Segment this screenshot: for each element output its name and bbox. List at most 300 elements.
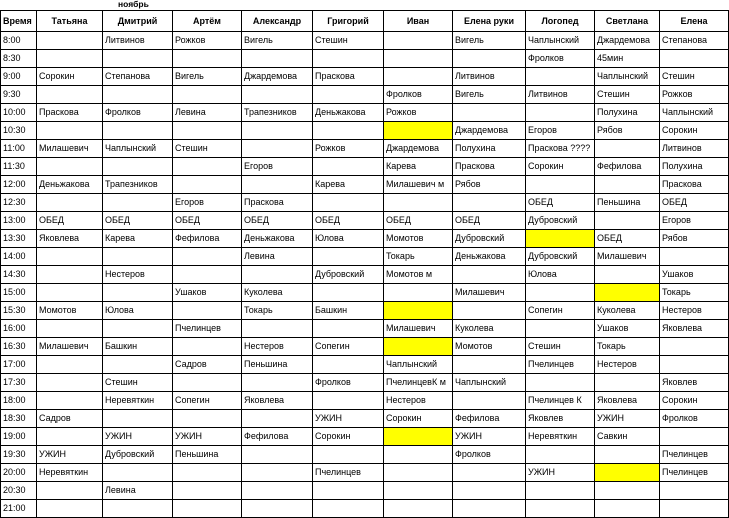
schedule-cell[interactable]: Токарь	[660, 284, 729, 302]
highlighted-cell[interactable]	[384, 428, 453, 446]
schedule-cell[interactable]	[526, 482, 595, 500]
meal-cell[interactable]: ОБЕД	[37, 212, 103, 230]
highlighted-cell[interactable]	[384, 122, 453, 140]
schedule-cell[interactable]	[173, 86, 242, 104]
schedule-cell[interactable]: Сопегин	[173, 392, 242, 410]
meal-cell[interactable]: ОБЕД	[660, 194, 729, 212]
schedule-cell[interactable]	[242, 50, 313, 68]
schedule-cell[interactable]	[313, 122, 384, 140]
meal-cell[interactable]: УЖИН	[103, 428, 173, 446]
schedule-cell[interactable]	[660, 428, 729, 446]
schedule-cell[interactable]: Левина	[103, 482, 173, 500]
schedule-cell[interactable]	[242, 410, 313, 428]
schedule-cell[interactable]: Яковлева	[37, 230, 103, 248]
schedule-cell[interactable]	[173, 266, 242, 284]
schedule-cell[interactable]	[173, 248, 242, 266]
header-specialist[interactable]: Дмитрий	[103, 11, 173, 32]
schedule-cell[interactable]: Пчелинцев К	[526, 392, 595, 410]
schedule-cell[interactable]	[660, 50, 729, 68]
schedule-cell[interactable]: Сорокин	[313, 428, 384, 446]
schedule-cell[interactable]: Вигель	[453, 32, 526, 50]
schedule-cell[interactable]	[526, 500, 595, 518]
schedule-cell[interactable]	[595, 446, 660, 464]
schedule-cell[interactable]	[37, 284, 103, 302]
time-cell[interactable]: 14:30	[1, 266, 37, 284]
schedule-cell[interactable]	[313, 158, 384, 176]
time-cell[interactable]: 21:00	[1, 500, 37, 518]
schedule-cell[interactable]: Стешин	[595, 86, 660, 104]
schedule-cell[interactable]: Дубровский	[103, 446, 173, 464]
schedule-cell[interactable]: Пчелинцев	[313, 464, 384, 482]
schedule-cell[interactable]: Карева	[384, 158, 453, 176]
schedule-cell[interactable]: Милашевич	[37, 140, 103, 158]
highlighted-cell[interactable]	[595, 284, 660, 302]
time-cell[interactable]: 19:30	[1, 446, 37, 464]
schedule-cell[interactable]	[660, 356, 729, 374]
time-cell[interactable]: 18:00	[1, 392, 37, 410]
schedule-cell[interactable]: Литвинов	[103, 32, 173, 50]
schedule-cell[interactable]: Чаплынский	[526, 32, 595, 50]
schedule-cell[interactable]: Чаплынский	[595, 68, 660, 86]
schedule-cell[interactable]: Стешин	[173, 140, 242, 158]
schedule-cell[interactable]	[660, 482, 729, 500]
schedule-cell[interactable]	[37, 428, 103, 446]
schedule-cell[interactable]: Чаплынский	[453, 374, 526, 392]
schedule-cell[interactable]: Трапезников	[242, 104, 313, 122]
schedule-cell[interactable]: Праскова	[242, 194, 313, 212]
schedule-cell[interactable]: Милашевич	[37, 338, 103, 356]
schedule-cell[interactable]: Карева	[103, 230, 173, 248]
schedule-cell[interactable]	[242, 176, 313, 194]
schedule-cell[interactable]: ПчелинцевК м	[384, 374, 453, 392]
schedule-cell[interactable]: Джардемова	[242, 68, 313, 86]
schedule-cell[interactable]	[37, 356, 103, 374]
schedule-cell[interactable]: Стешин	[313, 32, 384, 50]
schedule-cell[interactable]	[173, 464, 242, 482]
meal-cell[interactable]: ОБЕД	[242, 212, 313, 230]
schedule-cell[interactable]	[595, 482, 660, 500]
schedule-cell[interactable]: Момотов м	[384, 266, 453, 284]
schedule-cell[interactable]	[242, 86, 313, 104]
schedule-cell[interactable]: Фролков	[453, 446, 526, 464]
time-cell[interactable]: 8:00	[1, 32, 37, 50]
schedule-cell[interactable]: Пеньшина	[595, 194, 660, 212]
highlighted-cell[interactable]	[384, 302, 453, 320]
schedule-cell[interactable]	[453, 356, 526, 374]
schedule-cell[interactable]: Садров	[37, 410, 103, 428]
time-cell[interactable]: 16:00	[1, 320, 37, 338]
schedule-cell[interactable]: Степанова	[103, 68, 173, 86]
schedule-cell[interactable]	[384, 50, 453, 68]
schedule-cell[interactable]	[37, 500, 103, 518]
schedule-cell[interactable]	[313, 86, 384, 104]
header-specialist[interactable]: Григорий	[313, 11, 384, 32]
schedule-cell[interactable]	[37, 122, 103, 140]
schedule-cell[interactable]: Литвинов	[453, 68, 526, 86]
header-specialist[interactable]: Елена руки	[453, 11, 526, 32]
schedule-cell[interactable]	[37, 374, 103, 392]
schedule-cell[interactable]: Ушаков	[173, 284, 242, 302]
schedule-cell[interactable]: Стешин	[526, 338, 595, 356]
schedule-cell[interactable]	[660, 500, 729, 518]
schedule-cell[interactable]: Фролков	[526, 50, 595, 68]
schedule-cell[interactable]: Деньжакова	[453, 248, 526, 266]
meal-cell[interactable]: УЖИН	[313, 410, 384, 428]
schedule-cell[interactable]: Нестеров	[595, 356, 660, 374]
schedule-cell[interactable]: Фефилова	[242, 428, 313, 446]
schedule-cell[interactable]	[173, 410, 242, 428]
meal-cell[interactable]: УЖИН	[595, 410, 660, 428]
schedule-cell[interactable]: Праскова	[453, 158, 526, 176]
schedule-cell[interactable]: Савкин	[595, 428, 660, 446]
schedule-cell[interactable]	[242, 374, 313, 392]
schedule-cell[interactable]: Сорокин	[660, 122, 729, 140]
meal-cell[interactable]: ОБЕД	[595, 230, 660, 248]
schedule-cell[interactable]	[313, 500, 384, 518]
schedule-cell[interactable]	[313, 356, 384, 374]
schedule-cell[interactable]: Садров	[173, 356, 242, 374]
schedule-cell[interactable]: Неревяткин	[103, 392, 173, 410]
schedule-cell[interactable]: Токарь	[384, 248, 453, 266]
time-cell[interactable]: 13:00	[1, 212, 37, 230]
time-cell[interactable]: 17:30	[1, 374, 37, 392]
schedule-cell[interactable]: Джардемова	[595, 32, 660, 50]
time-cell[interactable]: 9:00	[1, 68, 37, 86]
schedule-cell[interactable]	[453, 194, 526, 212]
time-cell[interactable]: 12:00	[1, 176, 37, 194]
schedule-cell[interactable]: Яковлева	[595, 392, 660, 410]
schedule-cell[interactable]	[313, 50, 384, 68]
schedule-cell[interactable]	[173, 500, 242, 518]
header-specialist[interactable]: Елена	[660, 11, 729, 32]
schedule-cell[interactable]	[526, 68, 595, 86]
schedule-cell[interactable]: Фефилова	[595, 158, 660, 176]
schedule-cell[interactable]	[660, 248, 729, 266]
schedule-cell[interactable]: Нестеров	[384, 392, 453, 410]
schedule-cell[interactable]: Пчелинцев	[660, 464, 729, 482]
schedule-cell[interactable]	[37, 248, 103, 266]
time-cell[interactable]: 10:00	[1, 104, 37, 122]
schedule-cell[interactable]	[595, 140, 660, 158]
schedule-cell[interactable]: Джардемова	[453, 122, 526, 140]
schedule-cell[interactable]: Дубровский	[526, 248, 595, 266]
schedule-cell[interactable]	[526, 320, 595, 338]
schedule-cell[interactable]	[37, 86, 103, 104]
schedule-cell[interactable]	[103, 158, 173, 176]
schedule-cell[interactable]: Нестеров	[660, 302, 729, 320]
schedule-cell[interactable]	[660, 338, 729, 356]
schedule-cell[interactable]	[37, 482, 103, 500]
schedule-cell[interactable]: Ушаков	[660, 266, 729, 284]
schedule-cell[interactable]: Башкин	[103, 338, 173, 356]
schedule-cell[interactable]: Неревяткин	[526, 428, 595, 446]
schedule-cell[interactable]	[453, 50, 526, 68]
highlighted-cell[interactable]	[595, 464, 660, 482]
schedule-cell[interactable]: Фролков	[660, 410, 729, 428]
header-time[interactable]: Время	[1, 11, 37, 32]
meal-cell[interactable]: ОБЕД	[103, 212, 173, 230]
schedule-cell[interactable]: Токарь	[595, 338, 660, 356]
schedule-cell[interactable]: Яковлев	[526, 410, 595, 428]
highlighted-cell[interactable]	[526, 230, 595, 248]
schedule-cell[interactable]: Неревяткин	[37, 464, 103, 482]
schedule-cell[interactable]	[242, 482, 313, 500]
schedule-cell[interactable]	[313, 446, 384, 464]
schedule-cell[interactable]	[313, 392, 384, 410]
schedule-cell[interactable]: Фефилова	[453, 410, 526, 428]
schedule-cell[interactable]: Нестеров	[242, 338, 313, 356]
schedule-cell[interactable]: Юлова	[526, 266, 595, 284]
time-cell[interactable]: 19:00	[1, 428, 37, 446]
schedule-cell[interactable]	[103, 122, 173, 140]
schedule-cell[interactable]	[526, 104, 595, 122]
schedule-cell[interactable]: Егоров	[173, 194, 242, 212]
time-cell[interactable]: 13:30	[1, 230, 37, 248]
time-cell[interactable]: 9:30	[1, 86, 37, 104]
schedule-cell[interactable]: Момотов	[384, 230, 453, 248]
schedule-cell[interactable]: Джардемова	[384, 140, 453, 158]
meal-cell[interactable]: ОБЕД	[384, 212, 453, 230]
time-cell[interactable]: 16:30	[1, 338, 37, 356]
schedule-cell[interactable]: Полухина	[660, 158, 729, 176]
schedule-cell[interactable]	[595, 500, 660, 518]
schedule-cell[interactable]	[37, 392, 103, 410]
schedule-cell[interactable]: Куколева	[242, 284, 313, 302]
schedule-cell[interactable]	[103, 50, 173, 68]
schedule-cell[interactable]	[453, 302, 526, 320]
schedule-cell[interactable]	[37, 32, 103, 50]
schedule-cell[interactable]	[526, 284, 595, 302]
schedule-cell[interactable]: Яковлева	[242, 392, 313, 410]
schedule-cell[interactable]	[37, 266, 103, 284]
schedule-cell[interactable]: Праскова	[37, 104, 103, 122]
schedule-cell[interactable]	[313, 284, 384, 302]
schedule-cell[interactable]	[313, 482, 384, 500]
schedule-cell[interactable]: Яковлева	[660, 320, 729, 338]
time-cell[interactable]: 8:30	[1, 50, 37, 68]
schedule-cell[interactable]: Милашевич	[453, 284, 526, 302]
schedule-cell[interactable]: Деньжакова	[242, 230, 313, 248]
schedule-cell[interactable]	[173, 158, 242, 176]
time-cell[interactable]: 15:30	[1, 302, 37, 320]
schedule-cell[interactable]	[103, 284, 173, 302]
schedule-cell[interactable]: Стешин	[660, 68, 729, 86]
schedule-cell[interactable]: Сопегин	[526, 302, 595, 320]
schedule-cell[interactable]	[242, 320, 313, 338]
schedule-cell[interactable]: Милашевич	[384, 320, 453, 338]
schedule-cell[interactable]: Стешин	[103, 374, 173, 392]
schedule-cell[interactable]: Егоров	[526, 122, 595, 140]
meal-cell[interactable]: ОБЕД	[453, 212, 526, 230]
schedule-cell[interactable]: Сорокин	[660, 392, 729, 410]
schedule-cell[interactable]: Токарь	[242, 302, 313, 320]
schedule-cell[interactable]	[173, 122, 242, 140]
schedule-cell[interactable]: Сорокин	[384, 410, 453, 428]
schedule-cell[interactable]	[526, 446, 595, 464]
schedule-cell[interactable]	[384, 194, 453, 212]
schedule-cell[interactable]	[595, 266, 660, 284]
highlighted-cell[interactable]	[384, 338, 453, 356]
schedule-cell[interactable]: Литвинов	[526, 86, 595, 104]
schedule-cell[interactable]: Рожков	[384, 104, 453, 122]
schedule-cell[interactable]	[103, 194, 173, 212]
meal-cell[interactable]: УЖИН	[526, 464, 595, 482]
schedule-cell[interactable]	[384, 500, 453, 518]
schedule-cell[interactable]	[384, 284, 453, 302]
schedule-cell[interactable]: Рябов	[595, 122, 660, 140]
schedule-cell[interactable]	[384, 68, 453, 86]
schedule-cell[interactable]	[526, 176, 595, 194]
schedule-cell[interactable]	[384, 446, 453, 464]
schedule-cell[interactable]	[453, 392, 526, 410]
schedule-cell[interactable]: Фролков	[103, 104, 173, 122]
header-specialist[interactable]: Артём	[173, 11, 242, 32]
schedule-cell[interactable]	[313, 320, 384, 338]
schedule-cell[interactable]: Чаплынский	[660, 104, 729, 122]
schedule-cell[interactable]	[37, 50, 103, 68]
schedule-cell[interactable]	[242, 140, 313, 158]
time-cell[interactable]: 10:30	[1, 122, 37, 140]
schedule-cell[interactable]	[595, 176, 660, 194]
schedule-cell[interactable]	[103, 320, 173, 338]
time-cell[interactable]: 11:30	[1, 158, 37, 176]
schedule-cell[interactable]: Рожков	[660, 86, 729, 104]
schedule-cell[interactable]	[173, 176, 242, 194]
header-specialist[interactable]: Татьяна	[37, 11, 103, 32]
meal-cell[interactable]: УЖИН	[37, 446, 103, 464]
schedule-cell[interactable]	[103, 356, 173, 374]
schedule-cell[interactable]	[242, 122, 313, 140]
schedule-cell[interactable]: Яковлев	[660, 374, 729, 392]
schedule-cell[interactable]: Юлова	[103, 302, 173, 320]
schedule-cell[interactable]	[313, 248, 384, 266]
schedule-cell[interactable]: Егоров	[660, 212, 729, 230]
schedule-cell[interactable]	[103, 86, 173, 104]
schedule-cell[interactable]	[242, 464, 313, 482]
schedule-cell[interactable]: Момотов	[453, 338, 526, 356]
schedule-cell[interactable]: Праскова	[660, 176, 729, 194]
schedule-cell[interactable]	[173, 374, 242, 392]
schedule-cell[interactable]	[384, 32, 453, 50]
schedule-cell[interactable]	[453, 482, 526, 500]
schedule-cell[interactable]: Пчелинцев	[660, 446, 729, 464]
schedule-cell[interactable]	[242, 500, 313, 518]
schedule-cell[interactable]: Литвинов	[660, 140, 729, 158]
schedule-cell[interactable]	[173, 338, 242, 356]
schedule-cell[interactable]: 45мин	[595, 50, 660, 68]
meal-cell[interactable]: УЖИН	[453, 428, 526, 446]
meal-cell[interactable]: ОБЕД	[173, 212, 242, 230]
schedule-cell[interactable]: Пеньшина	[242, 356, 313, 374]
schedule-cell[interactable]: Полухина	[453, 140, 526, 158]
schedule-cell[interactable]: Рожков	[313, 140, 384, 158]
schedule-cell[interactable]: Ушаков	[595, 320, 660, 338]
meal-cell[interactable]: УЖИН	[173, 428, 242, 446]
time-cell[interactable]: 17:00	[1, 356, 37, 374]
schedule-cell[interactable]: Трапезников	[103, 176, 173, 194]
schedule-cell[interactable]: Пчелинцев	[173, 320, 242, 338]
schedule-cell[interactable]: Нестеров	[103, 266, 173, 284]
schedule-cell[interactable]: Пеньшина	[173, 446, 242, 464]
schedule-cell[interactable]: Праскова	[313, 68, 384, 86]
schedule-cell[interactable]: Праскова ????	[526, 140, 595, 158]
schedule-cell[interactable]: Сорокин	[526, 158, 595, 176]
schedule-cell[interactable]	[173, 482, 242, 500]
schedule-cell[interactable]: Момотов	[37, 302, 103, 320]
schedule-cell[interactable]: Деньжакова	[313, 104, 384, 122]
schedule-cell[interactable]	[453, 104, 526, 122]
time-cell[interactable]: 20:00	[1, 464, 37, 482]
schedule-cell[interactable]: Башкин	[313, 302, 384, 320]
schedule-cell[interactable]: Рябов	[660, 230, 729, 248]
schedule-cell[interactable]	[313, 194, 384, 212]
schedule-cell[interactable]: Рожков	[173, 32, 242, 50]
schedule-cell[interactable]: Куколева	[595, 302, 660, 320]
schedule-cell[interactable]: Рябов	[453, 176, 526, 194]
time-cell[interactable]: 15:00	[1, 284, 37, 302]
schedule-cell[interactable]: Левина	[242, 248, 313, 266]
schedule-cell[interactable]	[595, 374, 660, 392]
schedule-cell[interactable]: Милашевич	[595, 248, 660, 266]
schedule-cell[interactable]	[37, 320, 103, 338]
time-cell[interactable]: 18:30	[1, 410, 37, 428]
schedule-cell[interactable]: Чаплынский	[103, 140, 173, 158]
schedule-cell[interactable]: Степанова	[660, 32, 729, 50]
schedule-cell[interactable]: Вигель	[242, 32, 313, 50]
header-specialist[interactable]: Иван	[384, 11, 453, 32]
schedule-cell[interactable]: Пчелинцев	[526, 356, 595, 374]
schedule-cell[interactable]: Дубровский	[313, 266, 384, 284]
schedule-cell[interactable]: Левина	[173, 104, 242, 122]
schedule-cell[interactable]: Чаплынский	[384, 356, 453, 374]
schedule-cell[interactable]: Дубровский	[526, 212, 595, 230]
schedule-cell[interactable]: Карева	[313, 176, 384, 194]
schedule-cell[interactable]	[453, 464, 526, 482]
header-specialist[interactable]: Александр	[242, 11, 313, 32]
meal-cell[interactable]: ОБЕД	[526, 194, 595, 212]
header-specialist[interactable]: Логопед	[526, 11, 595, 32]
time-cell[interactable]: 20:30	[1, 482, 37, 500]
header-specialist[interactable]: Светлана	[595, 11, 660, 32]
schedule-cell[interactable]	[242, 446, 313, 464]
schedule-cell[interactable]: Фролков	[313, 374, 384, 392]
schedule-cell[interactable]	[37, 158, 103, 176]
schedule-cell[interactable]: Сорокин	[37, 68, 103, 86]
schedule-cell[interactable]: Фефилова	[173, 230, 242, 248]
schedule-cell[interactable]: Вигель	[173, 68, 242, 86]
meal-cell[interactable]: ОБЕД	[313, 212, 384, 230]
schedule-cell[interactable]: Дубровский	[453, 230, 526, 248]
schedule-cell[interactable]	[384, 482, 453, 500]
schedule-cell[interactable]	[103, 248, 173, 266]
schedule-cell[interactable]	[103, 500, 173, 518]
schedule-cell[interactable]	[595, 212, 660, 230]
schedule-cell[interactable]	[173, 50, 242, 68]
schedule-cell[interactable]	[526, 374, 595, 392]
time-cell[interactable]: 11:00	[1, 140, 37, 158]
schedule-cell[interactable]: Юлова	[313, 230, 384, 248]
schedule-cell[interactable]	[173, 302, 242, 320]
schedule-cell[interactable]: Фролков	[384, 86, 453, 104]
schedule-cell[interactable]: Куколева	[453, 320, 526, 338]
time-cell[interactable]: 12:30	[1, 194, 37, 212]
schedule-cell[interactable]: Вигель	[453, 86, 526, 104]
schedule-cell[interactable]	[242, 266, 313, 284]
schedule-cell[interactable]	[103, 410, 173, 428]
schedule-cell[interactable]: Милашевич м	[384, 176, 453, 194]
schedule-cell[interactable]	[37, 194, 103, 212]
schedule-cell[interactable]	[453, 266, 526, 284]
